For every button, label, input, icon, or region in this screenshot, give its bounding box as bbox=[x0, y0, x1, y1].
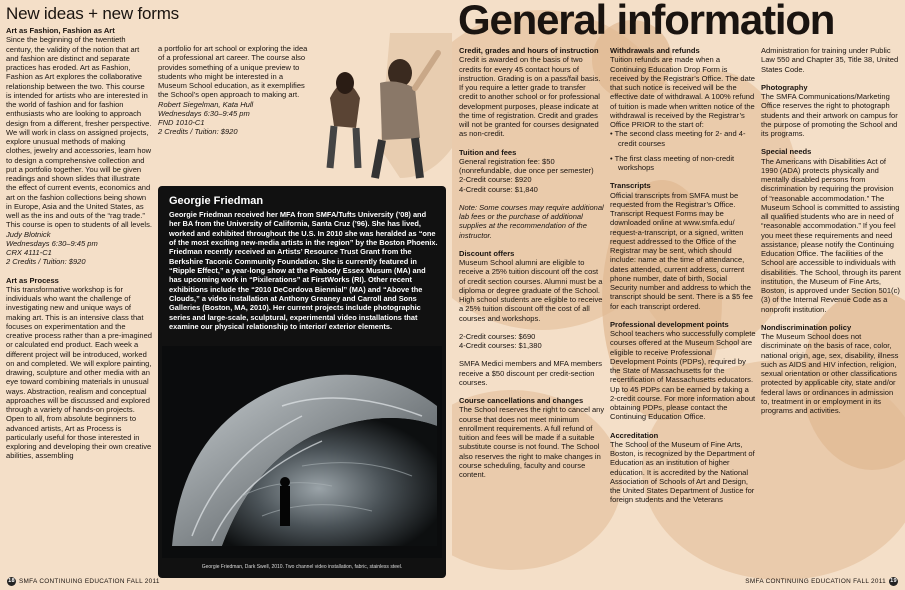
credits-fashion: 2 Credits / Tuition: $920 bbox=[6, 257, 86, 267]
section-title-withdrawals: Withdrawals and refunds bbox=[610, 46, 700, 55]
fee-4-credit: 4-Credit course: $1,840 bbox=[459, 184, 538, 194]
instructor-fashion: Judy Blotnick bbox=[6, 229, 51, 239]
course-code-fashion: CRX 4111-C1 bbox=[6, 248, 52, 257]
course-body-process-cont: a portfolio for art school or exploring the idea of a professional art career. The course also provides something of a unique preview to students who might be interested in a Museum School education, as it exemplifies the School’s open approach to making art. bbox=[158, 44, 308, 100]
section-title-accreditation: Accreditation bbox=[610, 430, 659, 440]
course-body-fashion: Since the beginning of the twentieth century, the validity of the notion that art and fashion are distinct and separate practices has eroded. Art as Fashion, Fashion as Art explores the collaborative relationship between the two. This course is intended for artists who are interested in the world of fashion and for fashion enthusiasts who are looking to approach design from a different, fresher perspective. We will work in class on assigned projects, explore unusual methods of making clothes, jewelry and accessories, learn how to design a comprehensive collection and put a portfolio together. You will be given readings and shown slides that illustrate the effect of current events, economics and art on the fashion collections being shown in Europe, Asia and the United States, as well as the ins and outs of the “rag trade.” This course is open to students of all levels. bbox=[6, 35, 152, 230]
section-body-special-needs: The Americans with Disabilities Act of 1990 (ADA) protects physically and mentally disabled persons from discrimination by requiring the provision of “reasonable accommodation.” The Museum School is committed to assisting all qualified students who are in need of “reasonable accommodation.” If you feel you meet these requirements and need assistance, please notify the Continuing Education Office. The facilities of the School are accessible to individuals with disabilities. The School, through its parent institution, the Museum of Fine Arts, Boston, is approved under Section 501(c)(3) of the Internal Revenue Code as a nonprofit institution. bbox=[761, 156, 901, 314]
lab-fee-note: Note: Some courses may require additional lab fees or the purchase of additional supplies at the recommendation of the instructor. bbox=[459, 202, 604, 240]
section-title-transcripts: Transcripts bbox=[610, 181, 651, 191]
withdraw-bullet-1: • The second class meeting for 2- and 4-credit courses bbox=[610, 129, 746, 148]
credits-process: 2 Credits / Tuition: $920 bbox=[158, 127, 238, 137]
column-2 bbox=[158, 44, 310, 137]
section-body-accreditation: The School of the Museum of Fine Arts, Boston, is recognized by the Department of Education as an institution of higher education. It is accredited by the National Association of Schools of Art and Design, the United States Department of Justice for foreign students and the Veterans bbox=[610, 439, 755, 505]
right-footer-text: SMFA CONTINUING EDUCATION FALL 2011 bbox=[745, 578, 886, 586]
section-title-photography: Photography bbox=[761, 82, 808, 92]
discount-2-credit: 2-Credit courses: $690 bbox=[459, 331, 536, 341]
discount-4-credit: 4-Credit courses: $1,380 bbox=[459, 341, 542, 350]
section-title-nondiscrimination: Nondiscrimination policy bbox=[761, 322, 852, 332]
right-page-heading: General information bbox=[458, 0, 835, 43]
course-body-process: This transformative workshop is for individuals who want the challenge of investigating new and unique ways of making art. This is an intensive class that focuses on experimentation and the creative process rather than a pre-imagined or calculated end product. Each week a different project will be introduced, worked on and completed. We will explore painting, drawing, sculpture and other media with an eye toward combining materials in unusual ways. Abstraction, realism and conceptual approaches will be discussed and explored through a variety of hands-on projects. Open to all, from absolute beginners to advanced artists, Art as Process is particularly useful for those interested in exploring and developing their own creative abilities, assembling bbox=[6, 284, 152, 461]
artist-name: Georgie Friedman bbox=[169, 195, 264, 207]
column-5 bbox=[761, 46, 901, 415]
section-title-credit: Credit, grades and hours of instruction bbox=[459, 46, 599, 55]
schedule-fashion: Wednesdays 6:30–9:45 pm bbox=[6, 238, 98, 248]
course-code-process: FND 1010-C1 bbox=[158, 118, 205, 127]
column-4 bbox=[610, 46, 756, 505]
section-title-special-needs: Special needs bbox=[761, 147, 812, 157]
fee-registration: General registration fee: $50 bbox=[459, 156, 555, 166]
fee-2-credit: 2-Credit course: $920 bbox=[459, 175, 532, 185]
section-body-discounts: Museum School alumni are eligible to receive a 25% tuition discount off the cost of credit section courses. Alumni must be a diploma or degree graduate of the School. High school students are eligible to receive a 25% tuition discount off the cost of all courses and workshops. bbox=[459, 258, 603, 323]
medici-discount: SMFA Medici members and MFA members receive a $50 discount per credit-section courses. bbox=[459, 359, 603, 387]
course-title-process: Art as Process bbox=[6, 275, 59, 285]
left-page-heading: New ideas + new forms bbox=[6, 4, 179, 23]
right-page-number: 19 bbox=[890, 578, 897, 584]
instructor-process: Robert Siegelman, Kata Hull bbox=[158, 99, 254, 109]
right-footer bbox=[745, 577, 901, 586]
fee-note: (nonrefundable, due once per semester) bbox=[459, 166, 594, 175]
schedule-process: Wednesdays 6:30–9:45 pm bbox=[158, 108, 250, 118]
section-body-credit: Credit is awarded on the basis of two credits for every 45 contact hours of instruction. Grading is on a pass/fail basis. If you require a letter grade to transfer credit to another school or for professional development purposes, please indicate at the time of registration. Credit and grades will not be granted for courses designated as non-credit. bbox=[459, 55, 601, 139]
section-body-pdp: School teachers who successfully complete courses offered at the Museum School are eligible to receive Professional Development Points (PDPs), required by the State of Massachusetts for the recertification of Massachusetts educators. Up to 45 PDPs can be earned by taking a 2-credit course. For more information about obtaining PDPs, please contact the Continuing Education Office. bbox=[610, 329, 756, 422]
section-body-photography: The SMFA Communications/Marketing Office reserves the right to photograph students and their artwork on campus for the purpose of promoting the School and its programs. bbox=[761, 92, 898, 138]
section-title-fees: Tuition and fees bbox=[459, 147, 517, 157]
artist-bio-text: Georgie Friedman received her MFA from SMFA/Tufts University (’08) and her BA from the University of California, Santa Cruz (’96). She has lived, worked and exhibited throughout the U.S. In 2010 she was heralded as “one of the most exciting new-media artists in the region” by the Boston Phoenix. Friedman recently received an Artists’ Resource Trust Grant from the Berkshire Taconic Community Foundation. She is currently featured in “Ripple Effect,” a year-long show at the Peabody Essex Musum (MA) and has upcoming work in “Pixilerations” at FirstWorks (RI). Other recent exhibitions include the “2010 DeCordova Biennial” (MA) and “Above the Clouds,” a video installation at Anthony Greaney and Carroll and Sons Galleries (Boston, MA, 2010). Her current projects include photographic series and large-scale, sculptural, experimental video installations that examine our physical relationship to interior/ exterior elements. bbox=[169, 210, 438, 332]
student-painting-photo bbox=[320, 28, 452, 183]
video-installation-photo bbox=[162, 346, 442, 558]
column-1 bbox=[6, 26, 152, 461]
left-footer bbox=[4, 577, 160, 586]
left-footer-text: SMFA CONTINUING EDUCATION FALL 2011 bbox=[19, 578, 160, 586]
section-title-pdp: Professional development points bbox=[610, 319, 729, 329]
accreditation-continued: Administration for training under Public Law 550 and Chapter 35, Title 38, United States Code. bbox=[761, 46, 899, 74]
left-page-number: 18 bbox=[8, 578, 15, 584]
section-title-discounts: Discount offers bbox=[459, 248, 515, 258]
section-body-cancellations: The School reserves the right to cancel any course that does not meet minimum enrollment requirements. A full refund of tuition and fees will be made if a suitable substitute course is not found. The School also reserves the right to make changes in course scheduling, faculty and course content. bbox=[459, 405, 605, 479]
course-title-fashion: Art as Fashion, Fashion as Art bbox=[6, 26, 115, 35]
section-title-cancellations: Course cancellations and changes bbox=[459, 396, 584, 405]
column-3 bbox=[459, 46, 605, 479]
section-body-transcripts: Official transcripts from SMFA must be requested from the Registrar’s Office. Transcript Request Forms may be downloaded online at www.smfa.edu/ request-a-transcript, or a signed, written request addressed to the Office of the Registrar may be sent, which should include: name at the time of attendance, dates attended, current address, current phone number, date of birth, Social Security number and address to which the transcript should be sent. There is a $5 fee for each transcript ordered. bbox=[610, 190, 753, 311]
section-body-withdrawals: Tuition refunds are made when a Continuing Education Drop Form is received by the Registrar’s Office. The date that such notice is received will be the effective date of withdrawal. A 100% refund of tuition is made when written notice of the withdrawal is received by the Registrar’s Office PRIOR to the start of: bbox=[610, 55, 756, 129]
photo-caption: Georgie Friedman, Dark Swell, 2010. Two channel video installation, fabric, stainless steel. bbox=[201, 564, 403, 570]
withdraw-bullet-2: • The first class meeting of non-credit workshops bbox=[610, 153, 735, 172]
artist-bio-box bbox=[158, 186, 446, 578]
section-body-nondiscrimination: The Museum School does not discriminate on the basis of race, color, national origin, age, sex, disability, illness such as AIDS and HIV infection, religion, sexual orientation or other classifications protected by applicable city, state and/or federal laws or ordinances in admission to, treatment in or employment in its programs and activities. bbox=[761, 332, 899, 415]
